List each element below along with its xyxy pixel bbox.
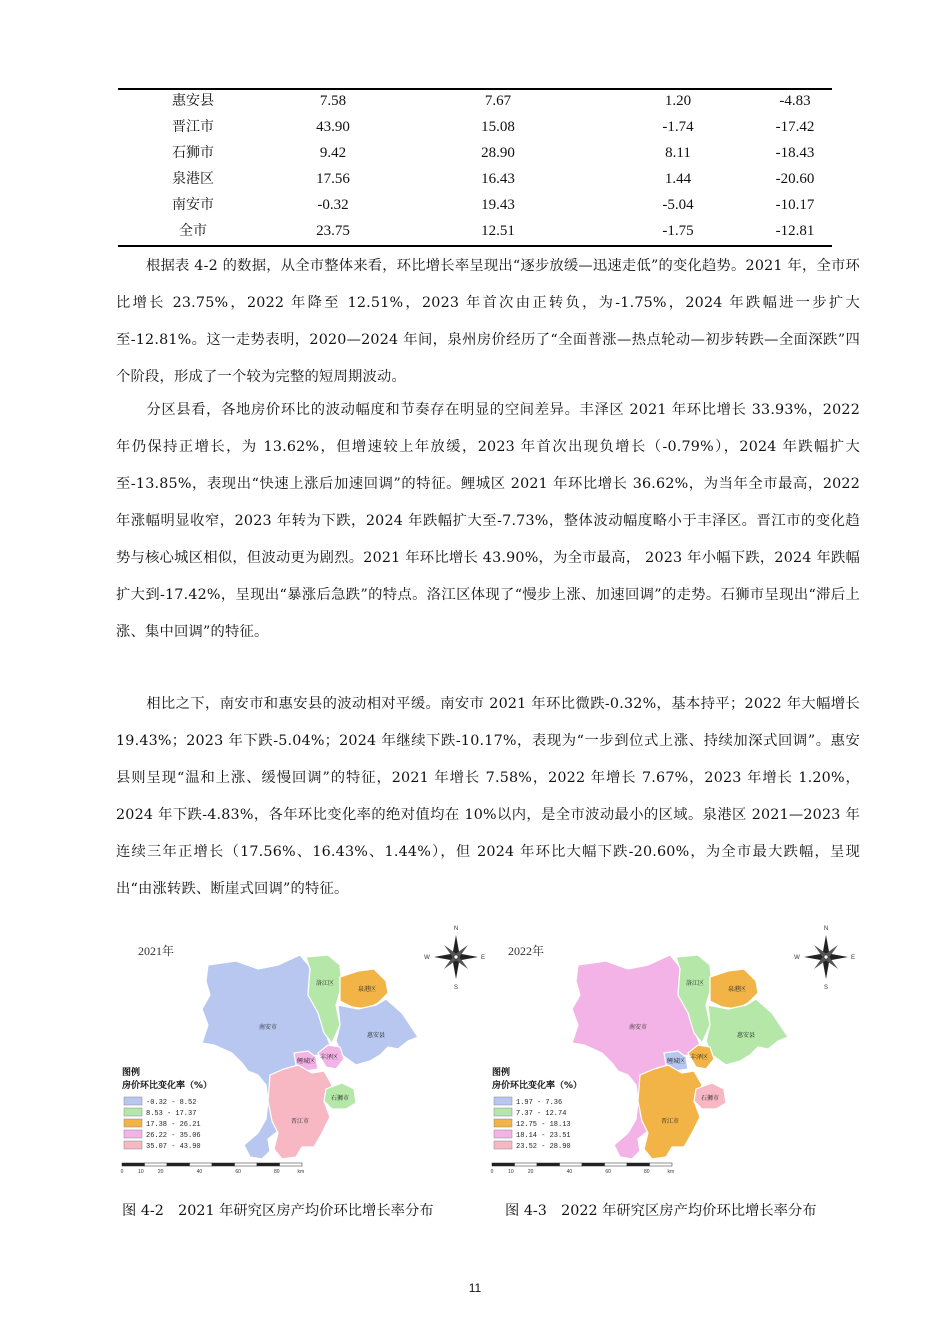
compass-n-label: N — [453, 926, 459, 932]
compass-s-label: S — [823, 985, 829, 991]
legend-label: 7.37 - 12.74 — [516, 1110, 567, 1118]
legend-swatch — [494, 1119, 512, 1127]
district-label-fengze: 丰泽区 — [319, 1054, 339, 1061]
region-name-cell: 石狮市 — [172, 145, 214, 161]
compass-w-label: W — [794, 955, 800, 961]
scale-bar-label: 10 — [138, 1169, 144, 1175]
legend-label: 17.38 - 26.21 — [146, 1121, 201, 1129]
table-row — [118, 140, 832, 166]
scale-bar-segment — [492, 1163, 515, 1166]
paragraph-2-text: 分区县看，各地房价环比的波动幅度和节奏存在明显的空间差异。丰泽区 2021 年环比增长 33.93%，2022 年仍保持正增长，为 13.62%，但增速较上年放缓，2023 年首次出现负增长（-0.79%），2024 年跌幅扩大至-13.85%，表现出“快速上涨后加速回调”的特征。鲤城区 2021 年环比增长 36.62%，为当年全市最高，2022 年涨幅明显收窄，2023 年转为下跌，2024 年跌幅扩大至-7.73%，整体波动幅度略小于丰泽区。晋江市的变化趋势与核心城区相似，但波动更为剧烈。2021 年环比增长 43.90%，为全市最高， 2023 年小幅下跌，2024 年跌幅扩大到-17.42%，呈现出“暴涨后急跌”的特点。洛江区体现了“慢步上涨、加速回调”的走势。石狮市呈现出“滞后上涨、集中回调”的特征。 — [116, 402, 860, 640]
value-cell: 9.42 — [319, 145, 347, 161]
value-cell: -5.04 — [662, 197, 694, 213]
legend-title: 图例 — [122, 1068, 141, 1078]
scale-bar-label: 0 — [120, 1169, 124, 1175]
scale-bar-segment — [560, 1163, 583, 1166]
legend-swatch — [124, 1097, 142, 1105]
scale-bar-label: 20 — [157, 1169, 164, 1175]
value-cell: 1.20 — [664, 93, 692, 109]
district-label-nanan: 南安市 — [628, 1024, 648, 1031]
figure-caption-4-2: 图 4-2 2021 年研究区房产均价环比增长率分布 — [122, 1203, 434, 1219]
scale-bar-segment — [145, 1163, 168, 1166]
value-cell: 28.90 — [481, 145, 515, 161]
district-label-shishi: 石狮市 — [700, 1095, 720, 1102]
scale-bar-segment — [605, 1163, 628, 1166]
value-cell: 16.43 — [481, 171, 515, 187]
district-label-luojiang: 洛江区 — [315, 980, 335, 987]
table-row — [118, 114, 832, 140]
paragraph-3-text: 相比之下，南安市和惠安县的波动相对平缓。南安市 2021 年环比微跌-0.32%，基本持平；2022 年大幅增长 19.43%；2023 年下跌-5.04%；2024 年继续下跌-10.17%，表现为“一步到位式上涨、持续加深式回调”。惠安县则呈现“温和上涨、缓慢回调”的特征，2021 年增长 7.58%，2022 年增长 7.67%，2023 年增长 1.20%，2024 年下跌-4.83%，各年环比变化率的绝对值均在 10%以内，是全市波动最小的区域。泉港区 2021—2023 年连续三年正增长（17.56%、16.43%、1.44%），但 2024 年环比大幅下跌-20.60%，为全市最大跌幅，呈现出“由涨转跌、断崖式回调”的特征。 — [116, 696, 860, 897]
legend-label: 18.14 - 23.51 — [516, 1132, 571, 1140]
scale-bar-label: 60 — [235, 1169, 241, 1175]
scale-bar-segment — [515, 1163, 538, 1166]
scale-bar-segment — [627, 1163, 650, 1166]
value-cell: -12.81 — [775, 223, 815, 239]
compass-center-icon — [824, 955, 828, 959]
district-label-shishi: 石狮市 — [330, 1095, 350, 1102]
district-label-huian: 惠安县 — [736, 1032, 756, 1039]
paragraph-1-text: 根据表 4-2 的数据，从全市整体来看，环比增长率呈现出“逐步放缓—迅速走低”的变化趋势。2021 年，全市环比增长 23.75%，2022 年降至 12.51%，2023 年首次由正转负，为-1.75%，2024 年跌幅进一步扩大至-12.81%。这一走势表明，2020—2024 年间，泉州房价经历了“全面普涨—热点轮动—初步转跌—全面深跌”四个阶段，形成了一个较为完整的短周期波动。 — [116, 258, 860, 385]
compass-e-label: E — [480, 955, 486, 961]
compass-center-icon — [454, 955, 458, 959]
legend-label: -0.32 - 8.52 — [146, 1099, 197, 1107]
value-cell: 12.51 — [481, 223, 515, 239]
district-label-nanan: 南安市 — [258, 1024, 278, 1031]
scale-bar-segment — [167, 1163, 190, 1166]
value-cell: 1.44 — [664, 171, 692, 187]
scale-bar-segment — [537, 1163, 560, 1166]
district-label-licheng: 鲤城区 — [666, 1058, 686, 1065]
scale-bar-label: 80 — [274, 1169, 280, 1175]
choropleth-map — [118, 925, 486, 1180]
scale-bar-label: km — [667, 1169, 675, 1175]
table-row — [118, 192, 832, 218]
compass-s-label: S — [453, 985, 459, 991]
value-cell: 17.56 — [316, 171, 350, 187]
choropleth-map — [488, 925, 856, 1180]
district-label-luojiang: 洛江区 — [685, 980, 705, 987]
district-label-jinjiang: 晋江市 — [290, 1118, 310, 1125]
scale-bar-label: km — [297, 1169, 305, 1175]
value-cell: 23.75 — [316, 223, 350, 239]
district-label-huian: 惠安县 — [366, 1032, 386, 1039]
scale-bar-label: 20 — [527, 1169, 534, 1175]
legend-label: 12.75 - 18.13 — [516, 1121, 571, 1129]
scale-bar-segment — [122, 1163, 145, 1166]
table-bottom-rule — [118, 245, 832, 247]
scale-bar-segment — [280, 1163, 303, 1166]
compass-e-label: E — [850, 955, 856, 961]
value-cell: -18.43 — [775, 145, 815, 161]
district-label-quangang: 泉港区 — [727, 986, 747, 993]
legend-swatch — [494, 1108, 512, 1116]
paragraph-3 — [116, 686, 860, 908]
legend-swatch — [494, 1141, 512, 1149]
district-label-jinjiang: 晋江市 — [660, 1118, 680, 1125]
scale-bar-label: 40 — [566, 1169, 573, 1175]
map-2021 — [118, 925, 486, 1180]
legend-title: 图例 — [492, 1068, 511, 1078]
district-jinjiang — [268, 1065, 332, 1159]
value-cell: -1.74 — [662, 119, 694, 135]
district-jinjiang — [638, 1065, 702, 1159]
legend-label: 23.52 - 28.90 — [516, 1143, 571, 1151]
region-name-cell: 晋江市 — [172, 119, 214, 135]
region-name-cell: 南安市 — [172, 197, 214, 213]
scale-bar-label: 80 — [644, 1169, 650, 1175]
scale-bar-segment — [257, 1163, 280, 1166]
compass-n-label: N — [823, 926, 829, 932]
scale-bar-segment — [650, 1163, 673, 1166]
legend-swatch — [494, 1097, 512, 1105]
district-label-licheng: 鲤城区 — [296, 1058, 316, 1065]
table-row — [118, 218, 832, 244]
district-label-quangang: 泉港区 — [357, 986, 377, 993]
legend-swatch — [124, 1108, 142, 1116]
map-year-label: 2022年 — [508, 944, 545, 958]
legend-swatch — [124, 1119, 142, 1127]
value-cell: -10.17 — [775, 197, 815, 213]
legend-swatch — [494, 1130, 512, 1138]
scale-bar-label: 60 — [605, 1169, 611, 1175]
region-name-cell: 全市 — [179, 223, 207, 239]
region-name-cell: 泉港区 — [172, 171, 214, 187]
scale-bar-label: 0 — [490, 1169, 494, 1175]
scale-bar-label: 40 — [196, 1169, 203, 1175]
legend-label: 26.22 - 35.06 — [146, 1132, 201, 1140]
value-cell: -20.60 — [775, 171, 815, 187]
paragraph-2 — [116, 392, 860, 651]
value-cell: -0.32 — [317, 197, 349, 213]
value-cell: -17.42 — [775, 119, 815, 135]
legend-swatch — [124, 1141, 142, 1149]
legend-swatch — [124, 1130, 142, 1138]
value-cell: 7.58 — [319, 93, 347, 109]
value-cell: 7.67 — [484, 93, 512, 109]
value-cell: 8.11 — [665, 145, 691, 161]
legend-label: 8.53 - 17.37 — [146, 1110, 197, 1118]
data-table — [118, 88, 832, 244]
scale-bar-label: 10 — [508, 1169, 514, 1175]
scale-bar-segment — [235, 1163, 258, 1166]
table-row — [118, 88, 832, 114]
map-2022 — [488, 925, 856, 1180]
value-cell: -1.75 — [662, 223, 694, 239]
compass-w-label: W — [424, 955, 430, 961]
legend-subtitle: 房价环比变化率（%） — [492, 1081, 583, 1091]
map-year-label: 2021年 — [138, 944, 175, 958]
region-name-cell: 惠安县 — [172, 93, 214, 109]
value-cell: 43.90 — [316, 119, 350, 135]
district-label-fengze: 丰泽区 — [689, 1054, 709, 1061]
value-cell: 19.43 — [481, 197, 515, 213]
scale-bar-segment — [212, 1163, 235, 1166]
scale-bar-segment — [582, 1163, 605, 1166]
figure-caption-4-3: 图 4-3 2022 年研究区房产均价环比增长率分布 — [505, 1203, 817, 1219]
paragraph-1 — [116, 248, 860, 396]
value-cell: -4.83 — [779, 93, 811, 109]
scale-bar-segment — [190, 1163, 213, 1166]
legend-subtitle: 房价环比变化率（%） — [122, 1081, 213, 1091]
legend-label: 1.97 - 7.36 — [516, 1099, 563, 1107]
table-row — [118, 166, 832, 192]
page-number: 11 — [468, 1281, 482, 1295]
value-cell: 15.08 — [481, 119, 515, 135]
legend-label: 35.07 - 43.90 — [146, 1143, 201, 1151]
